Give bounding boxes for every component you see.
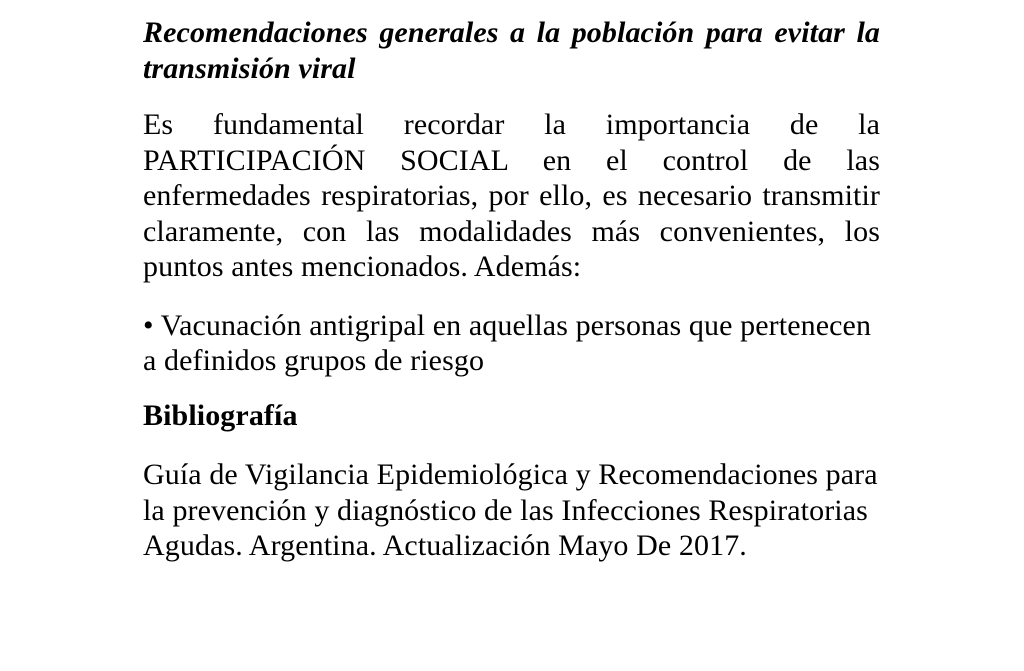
paragraph-line: enfermedades respiratorias, por ello, es necesario transmitir bbox=[143, 179, 880, 212]
reference-line: Guía de Vigilancia Epidemiológica y Recomendaciones para bbox=[143, 458, 878, 491]
paragraph-line: PARTICIPACIÓN SOCIAL en el control de las bbox=[143, 143, 880, 177]
paragraph-line: claramente, con las modalidades más convenientes, los bbox=[143, 214, 880, 248]
document-page bbox=[143, 15, 880, 564]
reference-paragraph bbox=[143, 457, 880, 564]
bullet-item bbox=[143, 308, 880, 379]
heading-line: Bibliografía bbox=[143, 398, 298, 432]
heading-line: transmisión viral bbox=[143, 51, 356, 85]
paragraph-line: Es fundamental recordar la importancia de la bbox=[143, 108, 880, 141]
bullet-line: • Vacunación antigripal en aquellas personas que pertenecen bbox=[143, 308, 872, 342]
intro-paragraph bbox=[143, 107, 880, 285]
heading-line: Recomendaciones generales a la población para evitar la bbox=[143, 16, 880, 49]
bibliography-heading bbox=[143, 398, 880, 434]
reference-line: la prevención y diagnóstico de las Infecciones Respiratorias bbox=[143, 493, 868, 527]
reference-line: Agudas. Argentina. Actualización Mayo De 2017. bbox=[143, 529, 747, 562]
section-heading bbox=[143, 15, 880, 86]
bullet-line: a definidos grupos de riesgo bbox=[143, 344, 485, 377]
paragraph-line: puntos antes mencionados. Además: bbox=[143, 250, 582, 283]
